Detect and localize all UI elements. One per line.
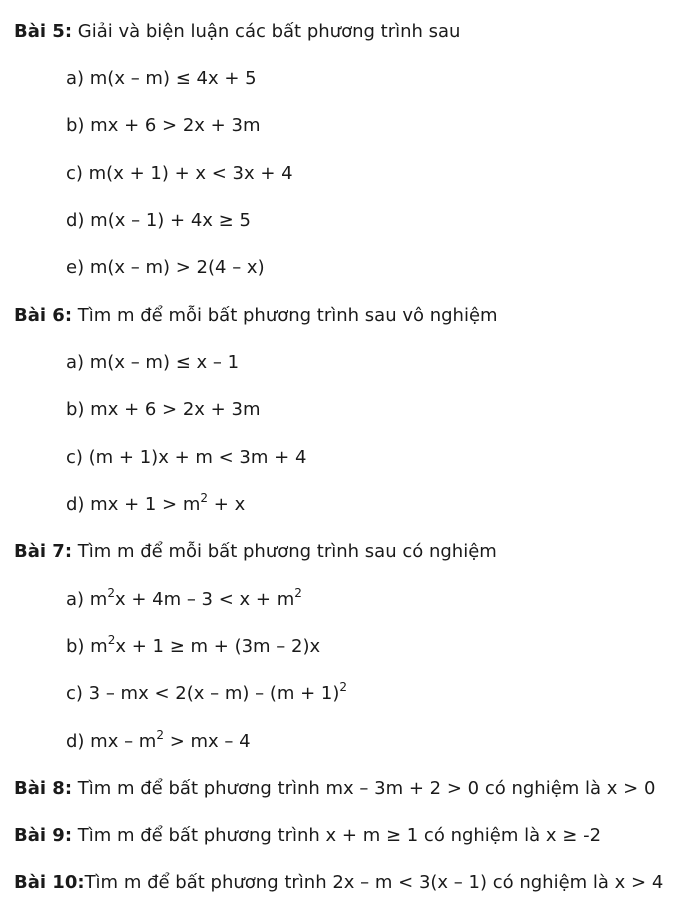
exercise-7-a (66, 588, 302, 612)
expr-part: + x (208, 494, 246, 515)
exercise-5-d: d) m(x – 1) + 4x ≥ 5 (66, 210, 251, 231)
exponent: 2 (339, 680, 348, 694)
exercise-label: Bài 6: (14, 305, 73, 326)
exercise-8 (14, 777, 655, 801)
exercise-label: Bài 5: (14, 21, 73, 42)
exponent: 2 (294, 586, 302, 600)
exercise-title: Giải và biện luận các bất phương trình sau (72, 21, 461, 42)
exercise-text: Tìm m để bất phương trình mx – 3m + 2 > 0 có nghiệm là x > 0 (72, 778, 656, 799)
expr-part: b) m (66, 636, 108, 657)
expr-part: d) mx + 1 > m (66, 494, 201, 515)
exercise-5-a: a) m(x – m) ≤ 4x + 5 (66, 68, 257, 89)
exponent: 2 (107, 633, 116, 647)
exercise-5-heading (14, 20, 460, 44)
exercise-6-c: c) (m + 1)x + m < 3m + 4 (66, 447, 307, 468)
exercise-7-c (66, 682, 347, 706)
expr-part: c) 3 – mx < 2(x – m) – (m + 1) (66, 683, 340, 704)
exercise-7-heading (14, 540, 497, 564)
exercise-label: Bài 7: (14, 541, 73, 562)
exercise-10 (14, 871, 663, 895)
exercise-7-d (66, 730, 251, 754)
exercise-title: Tìm m để mỗi bất phương trình sau vô nghiệm (72, 305, 498, 326)
exercise-7-b (66, 635, 320, 659)
expr-part: > mx – 4 (163, 731, 251, 752)
exercise-label: Bài 10: (14, 872, 85, 893)
expr-part: d) mx – m (66, 731, 157, 752)
exercise-6-b: b) mx + 6 > 2x + 3m (66, 399, 261, 420)
expr-part: x + 1 ≥ m + (3m – 2)x (115, 636, 321, 657)
exercise-label: Bài 8: (14, 778, 73, 799)
exercise-5-e: e) m(x – m) > 2(4 – x) (66, 257, 265, 278)
exercise-title: Tìm m để mỗi bất phương trình sau có nghiệm (72, 541, 497, 562)
exercise-6-heading (14, 304, 498, 328)
exercise-5-b: b) mx + 6 > 2x + 3m (66, 115, 261, 136)
expr-part: x + 4m – 3 < x + m (114, 589, 295, 610)
exercise-5-c: c) m(x + 1) + x < 3x + 4 (66, 163, 293, 184)
exponent: 2 (107, 586, 115, 600)
exponent: 2 (200, 491, 209, 505)
exponent: 2 (156, 728, 164, 742)
exercise-9 (14, 824, 601, 848)
exercise-text: Tìm m để bất phương trình x + m ≥ 1 có nghiệm là x ≥ -2 (72, 825, 602, 846)
expr-part: a) m (66, 589, 108, 610)
exercise-text: Tìm m để bất phương trình 2x – m < 3(x – 1) có nghiệm là x > 4 (84, 872, 664, 893)
exercise-6-d (66, 493, 245, 517)
exercise-6-a: a) m(x – m) ≤ x – 1 (66, 352, 240, 373)
exercise-label: Bài 9: (14, 825, 73, 846)
